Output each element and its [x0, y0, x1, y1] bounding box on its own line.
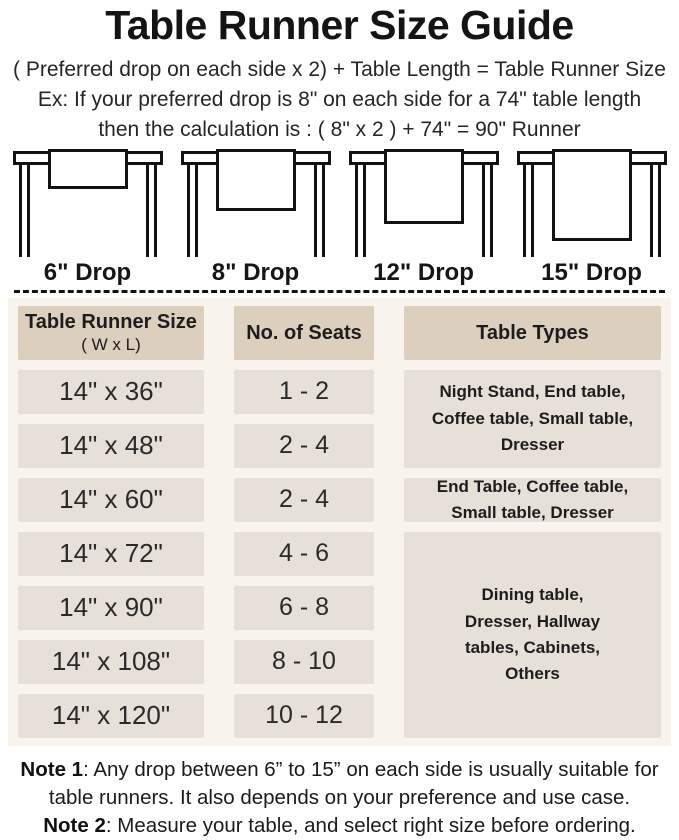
table-leg-right — [650, 164, 661, 257]
types-cell: Night Stand, End table, Coffee table, Small table, Dresser — [404, 370, 661, 468]
note-2 — [6, 812, 673, 840]
page-title: Table Runner Size Guide — [105, 2, 574, 48]
table-diagram-8-drop — [181, 149, 331, 287]
note-1-text: : Any drop between 6” to 15” on each side is usually suitable for table runners. It also depends on your preference and use case. — [48, 757, 659, 809]
note-1-label: Note 1 — [20, 757, 84, 781]
seats-cell: 10 - 12 — [234, 694, 374, 738]
size-cell: 14" x 36" — [18, 370, 204, 414]
table-leg-left — [355, 164, 366, 257]
size-cell: 14" x 120" — [18, 694, 204, 738]
seats-cell: 4 - 6 — [234, 532, 374, 576]
dashed-divider — [14, 290, 665, 293]
table-runner — [216, 149, 296, 211]
size-cell: 14" x 108" — [18, 640, 204, 684]
note-2-text: : Measure your table, and select right size before ordering. — [105, 814, 636, 838]
seats-cell: 2 - 4 — [234, 424, 374, 468]
drop-label: 12" Drop — [373, 258, 474, 286]
header-runner-size-line2: ( W x L) — [81, 335, 141, 355]
table-diagram-12-drop — [349, 149, 499, 287]
table-runner — [384, 149, 464, 224]
table-leg-right — [146, 164, 157, 257]
table-leg-left — [523, 164, 534, 257]
notes — [0, 756, 679, 840]
types-cell: Dining table, Dresser, Hallway tables, Cabinets, Others — [404, 532, 661, 738]
drop-label: 6" Drop — [43, 258, 132, 286]
table-diagram-15-drop — [517, 149, 667, 287]
size-cell: 14" x 60" — [18, 478, 204, 522]
table-leg-left — [19, 164, 30, 257]
header-table-types: Table Types — [404, 306, 661, 360]
example-line-1: Ex: If your preferred drop is 8" on each side for a 74" table length — [37, 87, 642, 111]
note-2-label: Note 2 — [43, 814, 106, 838]
seats-cell: 1 - 2 — [234, 370, 374, 414]
seats-cell: 6 - 8 — [234, 586, 374, 630]
size-cell: 14" x 72" — [18, 532, 204, 576]
header-no-of-seats: No. of Seats — [234, 306, 374, 360]
table-diagram-6-drop — [13, 149, 163, 287]
size-guide-table — [8, 298, 671, 746]
drop-diagrams — [0, 149, 679, 287]
drop-label: 8" Drop — [211, 258, 300, 286]
table-runner — [552, 149, 632, 241]
seats-cell: 8 - 10 — [234, 640, 374, 684]
drop-label: 15" Drop — [541, 258, 642, 286]
header-runner-size — [18, 306, 204, 360]
table-runner — [48, 149, 128, 189]
size-cell: 14" x 48" — [18, 424, 204, 468]
size-cell: 14" x 90" — [18, 586, 204, 630]
header-runner-size-line1: Table Runner Size — [25, 311, 197, 334]
table-leg-right — [314, 164, 325, 257]
seats-cell: 2 - 4 — [234, 478, 374, 522]
example-line-2: then the calculation is : ( 8" x 2 ) + 74" = 90" Runner — [98, 117, 581, 141]
table-leg-left — [187, 164, 198, 257]
formula-text: ( Preferred drop on each side x 2) + Table Length = Table Runner Size — [13, 57, 666, 81]
types-cell: End Table, Coffee table, Small table, Dresser — [404, 478, 661, 522]
table-leg-right — [482, 164, 493, 257]
note-1 — [6, 756, 673, 812]
